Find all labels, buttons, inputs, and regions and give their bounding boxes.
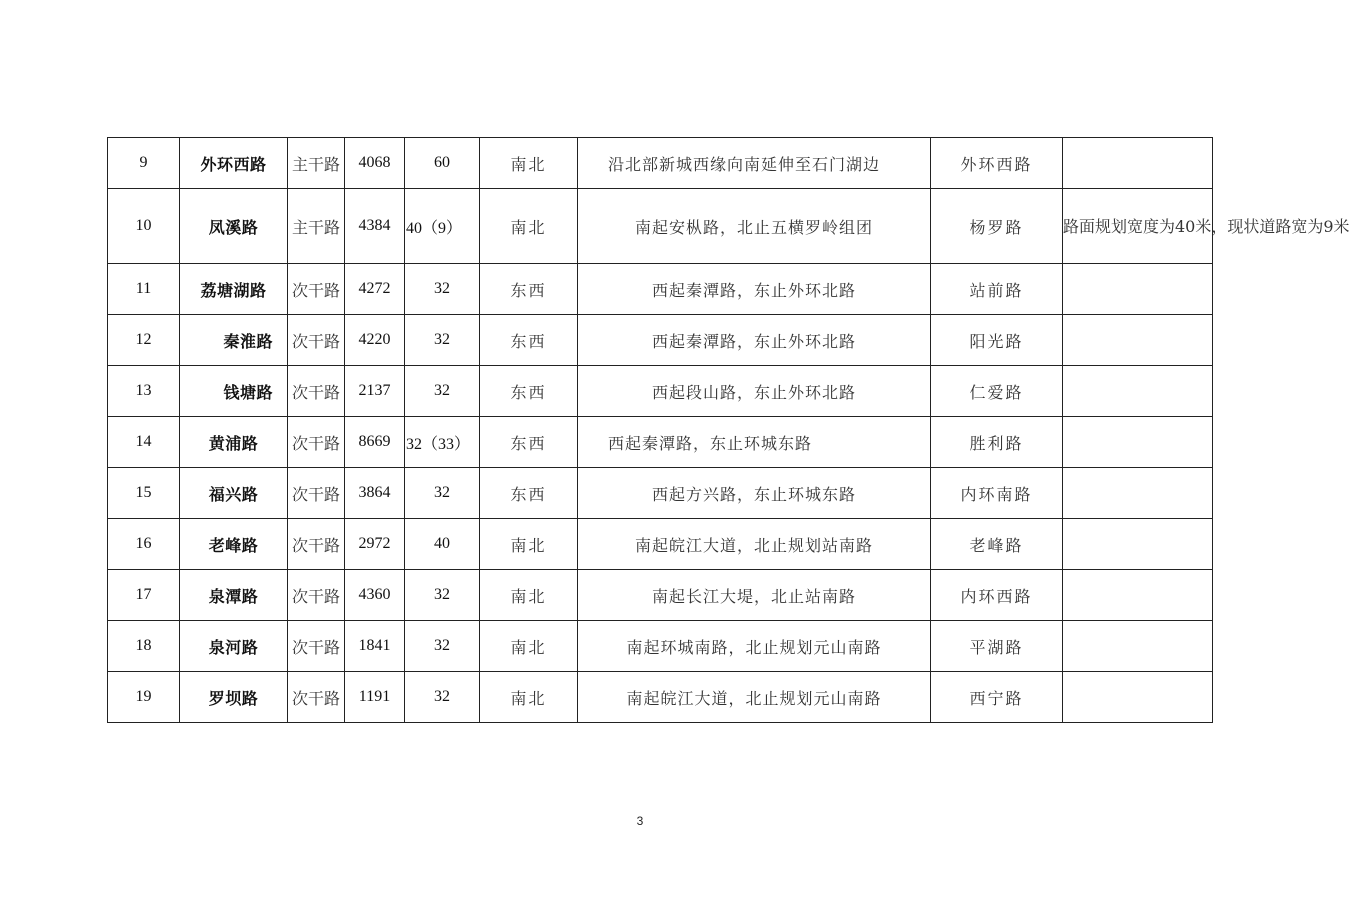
table-row xyxy=(108,417,1213,468)
road-direction-cell: 南北 xyxy=(480,672,578,723)
original-name-cell: 内环西路 xyxy=(931,570,1063,621)
road-width-cell: 32 xyxy=(405,468,480,519)
road-grade-cell: 次干路 xyxy=(288,519,345,570)
note-cell xyxy=(1063,468,1213,519)
row-number-cell: 18 xyxy=(108,621,180,672)
original-name-cell: 内环南路 xyxy=(931,468,1063,519)
road-name-cell: 凤溪路 xyxy=(180,189,288,264)
row-number-cell: 9 xyxy=(108,138,180,189)
table-row xyxy=(108,570,1213,621)
road-direction-cell: 东西 xyxy=(480,468,578,519)
road-name-cell: 黄浦路 xyxy=(180,417,288,468)
road-length-cell: 2972 xyxy=(345,519,405,570)
road-width-cell: 32 xyxy=(405,366,480,417)
original-name-cell: 西宁路 xyxy=(931,672,1063,723)
original-name-cell: 站前路 xyxy=(931,264,1063,315)
road-direction-cell: 东西 xyxy=(480,315,578,366)
road-range-cell: 西起秦潭路，东止外环北路 xyxy=(578,315,931,366)
road-range-cell: 南起环城南路，北止规划元山南路 xyxy=(578,621,931,672)
road-length-cell: 4360 xyxy=(345,570,405,621)
table-body xyxy=(108,138,1350,723)
table-row xyxy=(108,366,1213,417)
road-name-cell: 老峰路 xyxy=(180,519,288,570)
road-length-cell: 4272 xyxy=(345,264,405,315)
road-length-cell: 4068 xyxy=(345,138,405,189)
row-number-cell: 10 xyxy=(108,189,180,264)
row-number-cell: 15 xyxy=(108,468,180,519)
road-direction-cell: 南北 xyxy=(480,519,578,570)
note-cell xyxy=(1063,417,1213,468)
note-cell xyxy=(1063,264,1213,315)
row-number-cell: 13 xyxy=(108,366,180,417)
road-range-cell: 南起皖江大道，北止规划站南路 xyxy=(578,519,931,570)
road-range-cell: 西起段山路，东止外环北路 xyxy=(578,366,931,417)
road-grade-cell: 次干路 xyxy=(288,570,345,621)
table-row xyxy=(108,138,1213,189)
note-cell xyxy=(1063,570,1213,621)
road-width-cell: 60 xyxy=(405,138,480,189)
road-direction-cell: 南北 xyxy=(480,138,578,189)
table-row xyxy=(108,189,1213,264)
road-grade-cell: 次干路 xyxy=(288,315,345,366)
road-direction-cell: 南北 xyxy=(480,189,578,264)
road-direction-cell: 南北 xyxy=(480,621,578,672)
road-name-cell: 泉潭路 xyxy=(180,570,288,621)
table-row xyxy=(108,519,1213,570)
original-name-cell: 仁爱路 xyxy=(931,366,1063,417)
road-direction-cell: 东西 xyxy=(480,417,578,468)
road-grade-cell: 主干路 xyxy=(288,189,345,264)
table-row xyxy=(108,621,1213,672)
road-length-cell: 4220 xyxy=(345,315,405,366)
road-naming-table xyxy=(107,137,1350,723)
road-direction-cell: 东西 xyxy=(480,264,578,315)
road-name-cell: 钱塘路 xyxy=(180,366,288,417)
road-width-cell: 40 xyxy=(405,519,480,570)
original-name-cell: 阳光路 xyxy=(931,315,1063,366)
note-cell xyxy=(1063,519,1213,570)
road-grade-cell: 次干路 xyxy=(288,264,345,315)
road-name-cell: 秦淮路 xyxy=(180,315,288,366)
road-name-cell: 荔塘湖路 xyxy=(180,264,288,315)
original-name-cell: 外环西路 xyxy=(931,138,1063,189)
road-grade-cell: 次干路 xyxy=(288,672,345,723)
road-width-cell: 32 xyxy=(405,570,480,621)
original-name-cell: 胜利路 xyxy=(931,417,1063,468)
road-width-cell: 32（33） xyxy=(405,417,480,468)
table-row xyxy=(108,315,1213,366)
row-number-cell: 14 xyxy=(108,417,180,468)
row-number-cell: 11 xyxy=(108,264,180,315)
road-length-cell: 3864 xyxy=(345,468,405,519)
row-number-cell: 17 xyxy=(108,570,180,621)
note-cell xyxy=(1063,138,1213,189)
road-length-cell: 1841 xyxy=(345,621,405,672)
road-grade-cell: 次干路 xyxy=(288,621,345,672)
road-length-cell: 1191 xyxy=(345,672,405,723)
original-name-cell: 平湖路 xyxy=(931,621,1063,672)
row-number-cell: 19 xyxy=(108,672,180,723)
table-row xyxy=(108,264,1213,315)
road-width-cell: 32 xyxy=(405,621,480,672)
table-row xyxy=(108,468,1213,519)
road-name-cell: 罗坝路 xyxy=(180,672,288,723)
road-name-cell: 泉河路 xyxy=(180,621,288,672)
road-direction-cell: 东西 xyxy=(480,366,578,417)
road-range-cell: 西起秦潭路，东止环城东路 xyxy=(578,417,931,468)
road-name-cell: 外环西路 xyxy=(180,138,288,189)
road-range-cell: 西起秦潭路，东止外环北路 xyxy=(578,264,931,315)
road-range-cell: 沿北部新城西缘向南延伸至石门湖边 xyxy=(578,138,931,189)
road-length-cell: 8669 xyxy=(345,417,405,468)
note-cell: 路面规划宽度为40米，现状道路宽为9米 xyxy=(1063,189,1213,264)
road-length-cell: 2137 xyxy=(345,366,405,417)
road-range-cell: 西起方兴路，东止环城东路 xyxy=(578,468,931,519)
note-cell xyxy=(1063,621,1213,672)
original-name-cell: 老峰路 xyxy=(931,519,1063,570)
page-number: 3 xyxy=(636,814,644,828)
road-range-cell: 南起皖江大道，北止规划元山南路 xyxy=(578,672,931,723)
road-grade-cell: 主干路 xyxy=(288,138,345,189)
table-row xyxy=(108,672,1213,723)
road-width-cell: 32 xyxy=(405,672,480,723)
road-name-cell: 福兴路 xyxy=(180,468,288,519)
road-grade-cell: 次干路 xyxy=(288,366,345,417)
road-range-cell: 南起安枞路，北止五横罗岭组团 xyxy=(578,189,931,264)
road-range-cell: 南起长江大堤，北止站南路 xyxy=(578,570,931,621)
road-width-cell: 32 xyxy=(405,315,480,366)
road-length-cell: 4384 xyxy=(345,189,405,264)
road-width-cell: 40（9） xyxy=(405,189,480,264)
note-cell xyxy=(1063,366,1213,417)
note-cell xyxy=(1063,672,1213,723)
note-cell xyxy=(1063,315,1213,366)
road-grade-cell: 次干路 xyxy=(288,417,345,468)
row-number-cell: 16 xyxy=(108,519,180,570)
road-grade-cell: 次干路 xyxy=(288,468,345,519)
road-width-cell: 32 xyxy=(405,264,480,315)
row-number-cell: 12 xyxy=(108,315,180,366)
road-direction-cell: 南北 xyxy=(480,570,578,621)
original-name-cell: 杨罗路 xyxy=(931,189,1063,264)
